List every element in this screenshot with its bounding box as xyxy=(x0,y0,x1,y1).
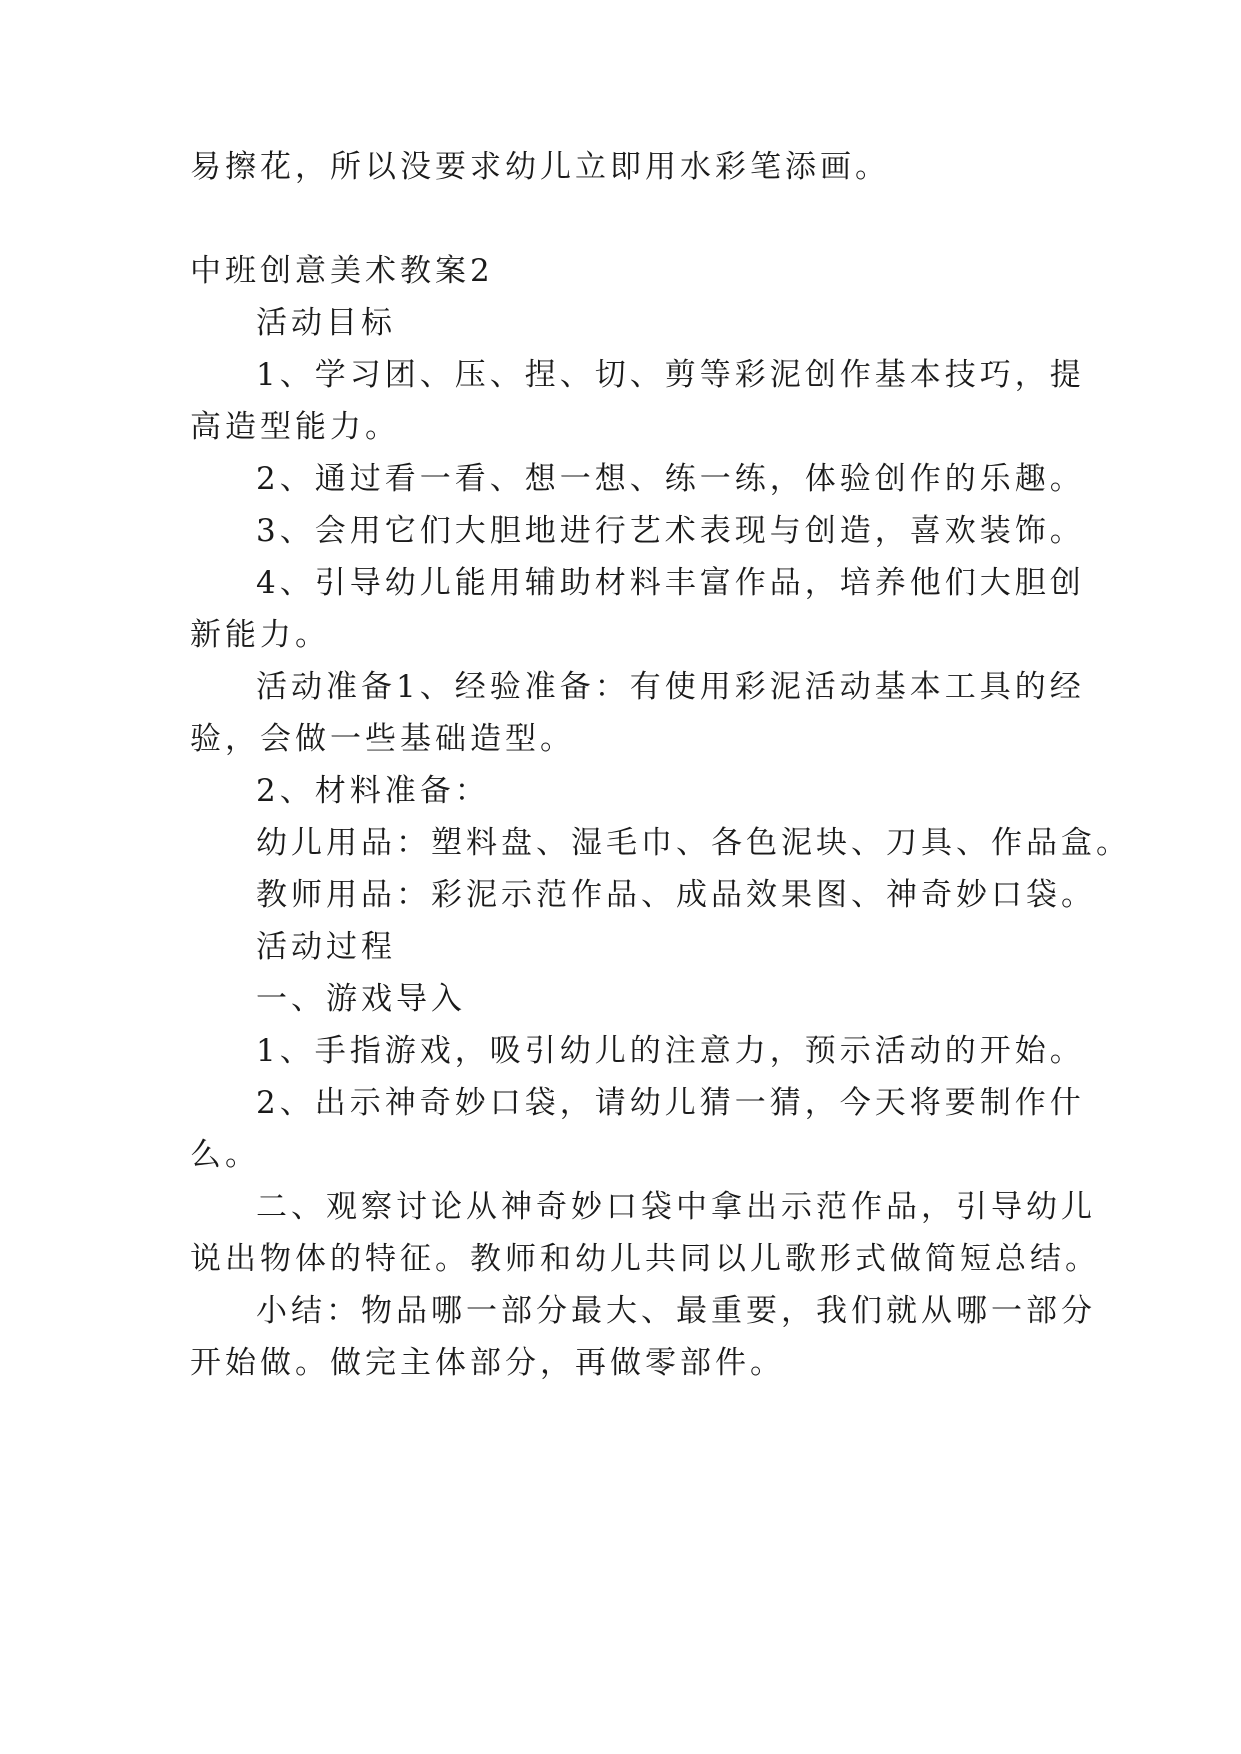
text-line: 2、出示神奇妙口袋，请幼儿猜一猜，今天将要制作什 xyxy=(256,1085,1085,1121)
text-line: 高造型能力。 xyxy=(190,409,400,445)
text-line: 幼儿用品：塑料盘、湿毛巾、各色泥块、刀具、作品盒。 xyxy=(256,825,1131,861)
heading-activity-process: 活动过程 xyxy=(256,929,396,965)
text-line: 验，会做一些基础造型。 xyxy=(190,721,575,757)
text-line: 一、游戏导入 xyxy=(256,981,466,1017)
text-line: 活动准备1、经验准备：有使用彩泥活动基本工具的经 xyxy=(256,669,1085,705)
section-title: 中班创意美术教案2 xyxy=(190,253,494,289)
text-line: 新能力。 xyxy=(190,617,330,653)
text-line: 说出物体的特征。教师和幼儿共同以儿歌形式做简短总结。 xyxy=(190,1241,1100,1277)
text-line: 么。 xyxy=(190,1137,260,1173)
text-line: 2、通过看一看、想一想、练一练，体验创作的乐趣。 xyxy=(256,461,1085,497)
text-line: 3、会用它们大胆地进行艺术表现与创造，喜欢装饰。 xyxy=(256,513,1085,549)
text-line: 易擦花，所以没要求幼儿立即用水彩笔添画。 xyxy=(190,149,890,185)
text-line: 二、观察讨论从神奇妙口袋中拿出示范作品，引导幼儿 xyxy=(256,1189,1096,1225)
text-line: 2、材料准备： xyxy=(256,773,490,809)
text-line: 1、手指游戏，吸引幼儿的注意力，预示活动的开始。 xyxy=(256,1033,1085,1069)
heading-activity-goals: 活动目标 xyxy=(256,305,396,341)
text-line: 1、学习团、压、捏、切、剪等彩泥创作基本技巧，提 xyxy=(256,357,1085,393)
text-line: 4、引导幼儿能用辅助材料丰富作品，培养他们大胆创 xyxy=(256,565,1085,601)
text-line: 小结：物品哪一部分最大、最重要，我们就从哪一部分 xyxy=(256,1293,1096,1329)
text-line: 教师用品：彩泥示范作品、成品效果图、神奇妙口袋。 xyxy=(256,877,1096,913)
text-line: 开始做。做完主体部分，再做零部件。 xyxy=(190,1345,785,1381)
